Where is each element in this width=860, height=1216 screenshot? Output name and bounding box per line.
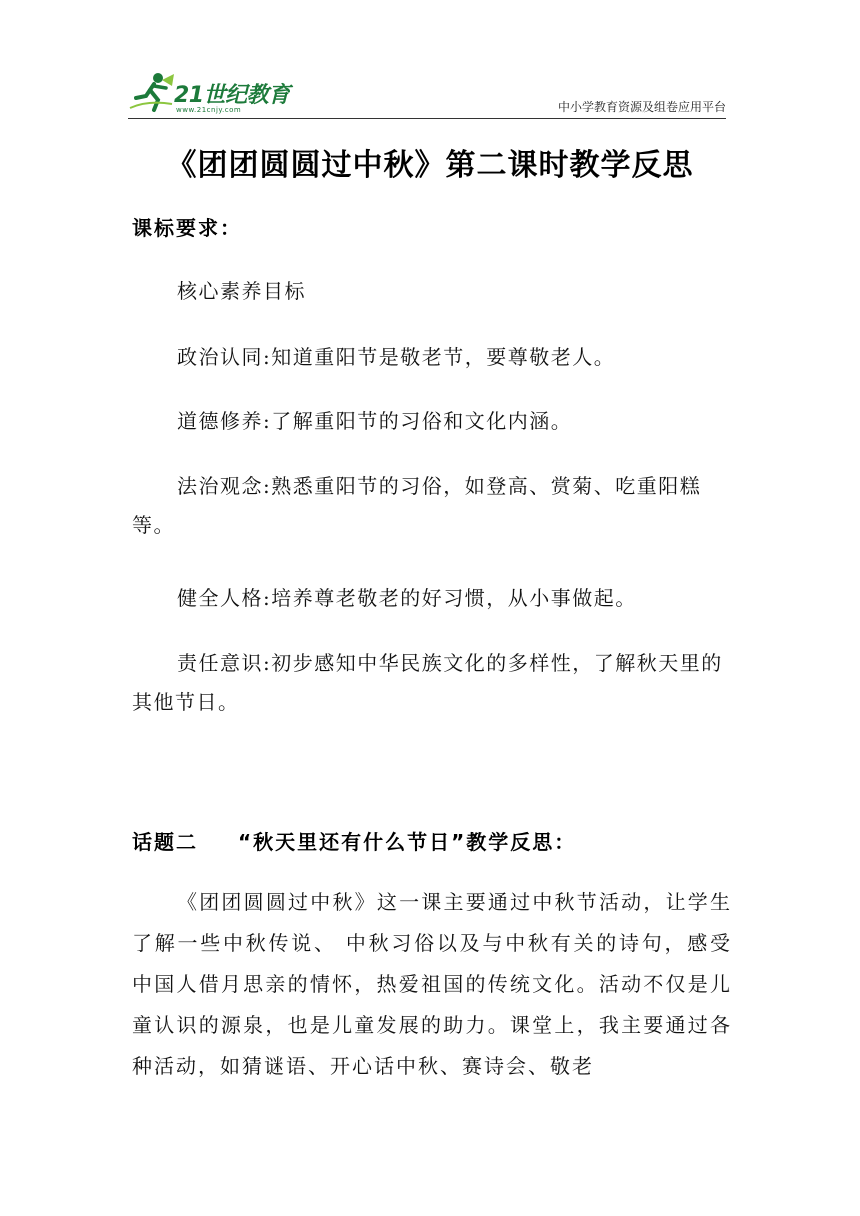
topic-heading-text: “秋天里还有什么节日”教学反思： (238, 830, 577, 854)
logo (128, 70, 328, 116)
reflection-paragraph: 《团团圆圆过中秋》这一课主要通过中秋节活动，让学生了解一些中秋传说、 中秋习俗以及与中秋有关的诗句，感受中国人借月思亲的情怀，热爱祖国的传统文化。活动不仅是儿童认识的源泉，也是儿童发展的助力。课堂上，我主要通过各种活动，如猜谜语、开心话中秋、赛诗会、敬老 (132, 890, 732, 1078)
curriculum-item: 道德修养:了解重阳节的习俗和文化内涵。 (177, 409, 573, 433)
topic-heading-prefix: 话题二 (132, 830, 198, 854)
curriculum-item: 健全人格:培养尊老敬老的好习惯，从小事做起。 (177, 586, 637, 610)
curriculum-item: 核心素养目标 (177, 279, 306, 303)
logo-text: 21世纪教育 (174, 83, 290, 108)
topic-heading (132, 826, 576, 855)
curriculum-item: 责任意识:初步感知中华民族文化的多样性，了解秋天里的其他节日。 (132, 651, 723, 714)
curriculum-item: 法治观念:熟悉重阳节的习俗，如登高、赏菊、吃重阳糕等。 (132, 474, 702, 537)
page-header (128, 66, 726, 119)
document-title: 《团团圆圆过中秋》第二课时教学反思 (166, 148, 694, 183)
curriculum-item: 政治认同:知道重阳节是敬老节，要尊敬老人。 (177, 345, 616, 369)
logo-url: www.21cnjy.com (176, 106, 242, 114)
runner-logo-icon (128, 70, 176, 116)
curriculum-heading: 课标要求： (132, 216, 242, 240)
platform-tagline: 中小学教育资源及组卷应用平台 (557, 100, 726, 114)
